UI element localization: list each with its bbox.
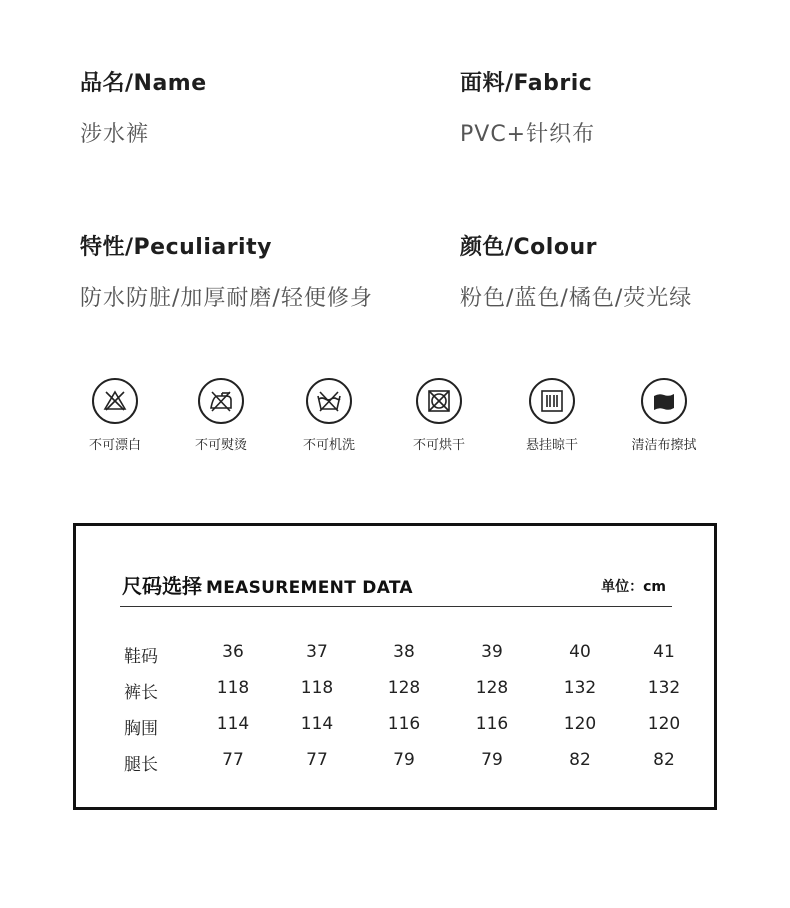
care-item-no-iron	[166, 378, 276, 453]
care-item-hang-dry	[497, 378, 607, 453]
table-row	[76, 750, 714, 786]
table-cell: 82	[653, 750, 675, 770]
table-cell: 118	[216, 678, 250, 698]
colour-value: 粉色/蓝色/橘色/荧光绿	[460, 286, 693, 311]
table-cell: 120	[563, 714, 597, 734]
table-cell: 77	[306, 750, 328, 770]
table-cell: 82	[569, 750, 591, 770]
measurement-divider	[120, 606, 672, 607]
care-item-wipe-clean	[609, 378, 719, 453]
wipe-clean-icon	[641, 378, 687, 424]
care-label: 清洁布擦拭	[631, 438, 697, 453]
table-cell: 118	[300, 678, 334, 698]
no-machine-wash-icon	[306, 378, 352, 424]
name-label: 品名/Name	[80, 71, 207, 96]
care-label: 不可漂白	[88, 438, 141, 453]
row-label: 胸围	[124, 719, 158, 739]
peculiarity-value: 防水防脏/加厚耐磨/轻便修身	[80, 286, 373, 311]
care-label: 不可熨烫	[194, 438, 247, 453]
measurement-title	[122, 570, 413, 599]
care-item-no-machine-wash	[274, 378, 384, 453]
care-item-no-bleach	[60, 378, 170, 453]
table-cell: 132	[647, 678, 681, 698]
row-label: 鞋码	[124, 647, 158, 667]
table-cell: 120	[647, 714, 681, 734]
table-cell: 114	[300, 714, 334, 734]
table-cell: 37	[306, 642, 328, 662]
care-label: 不可烘干	[412, 438, 465, 453]
measurement-unit: 单位：cm	[601, 579, 666, 595]
hang-dry-icon	[529, 378, 575, 424]
care-item-no-tumble-dry	[384, 378, 494, 453]
table-cell: 114	[216, 714, 250, 734]
table-cell: 79	[393, 750, 415, 770]
table-cell: 38	[393, 642, 415, 662]
measurement-title-cn: 尺码选择	[122, 574, 202, 598]
no-bleach-icon	[92, 378, 138, 424]
info-peculiarity	[80, 230, 373, 312]
table-cell: 116	[387, 714, 421, 734]
table-cell: 79	[481, 750, 503, 770]
table-cell: 39	[481, 642, 503, 662]
no-tumble-dry-icon	[416, 378, 462, 424]
fabric-value: PVC+针织布	[460, 122, 596, 147]
no-iron-icon	[198, 378, 244, 424]
peculiarity-label: 特性/Peculiarity	[80, 235, 272, 260]
measurement-panel	[73, 523, 717, 810]
table-cell: 36	[222, 642, 244, 662]
fabric-label: 面料/Fabric	[460, 71, 593, 96]
table-cell: 128	[475, 678, 509, 698]
row-label: 裤长	[124, 683, 158, 703]
table-cell: 40	[569, 642, 591, 662]
measurement-title-en: MEASUREMENT DATA	[206, 578, 413, 598]
colour-label: 颜色/Colour	[460, 235, 597, 260]
table-cell: 128	[387, 678, 421, 698]
table-cell: 41	[653, 642, 675, 662]
table-row	[76, 714, 714, 750]
table-row	[76, 642, 714, 678]
care-label: 不可机洗	[302, 438, 355, 453]
table-cell: 77	[222, 750, 244, 770]
table-cell: 132	[563, 678, 597, 698]
info-name	[80, 66, 207, 148]
name-value: 涉水裤	[80, 122, 150, 147]
table-row	[76, 678, 714, 714]
info-colour	[460, 230, 692, 312]
info-fabric	[460, 66, 595, 148]
row-label: 腿长	[124, 755, 158, 775]
care-label: 悬挂晾干	[525, 438, 578, 453]
table-cell: 116	[475, 714, 509, 734]
